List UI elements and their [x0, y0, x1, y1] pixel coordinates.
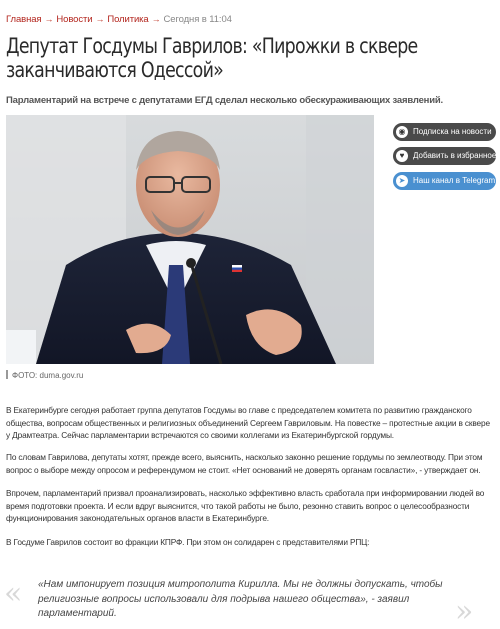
favorite-label: Добавить в избранное — [413, 151, 497, 160]
article-paragraph: В Госдуме Гаврилов состоит во фракции КПРФ. При этом он солидарен с представителями РПЦ: — [6, 537, 370, 547]
quote-close-icon: » — [455, 594, 474, 629]
photo-caption — [6, 370, 83, 380]
article-title: Депутат Госдумы Гаврилов: «Пирожки в сквере заканчиваются Одессой» — [6, 34, 418, 82]
article-quote — [0, 570, 500, 629]
telegram-label: Наш канал в Telegram — [413, 176, 496, 185]
telegram-icon: ➤ — [396, 175, 408, 187]
quote-open-icon: « — [4, 576, 23, 611]
breadcrumb-separator: → — [151, 14, 161, 24]
heart-icon: ♥ — [396, 150, 408, 162]
portrait-illustration — [6, 115, 374, 364]
breadcrumb-home[interactable]: Главная — [6, 14, 42, 25]
breadcrumb-separator: → — [95, 14, 105, 24]
photo-credit: ФОТО: duma.gov.ru — [12, 371, 84, 380]
telegram-button[interactable] — [393, 172, 496, 190]
breadcrumb-news[interactable]: Новости — [56, 14, 93, 25]
breadcrumb-politics[interactable]: Политика — [107, 14, 149, 25]
article-lead: Парламентарий на встрече с депутатами ЕГД сделал несколько обескураживающих заявлений. — [6, 95, 443, 106]
rss-icon: ◉ — [396, 126, 408, 138]
subscribe-button[interactable] — [393, 123, 496, 141]
publish-date: Сегодня в 11:04 — [163, 14, 232, 25]
article-paragraph: По словам Гаврилова, депутаты хотят, прежде всего, выяснить, насколько законно решение гордумы по землеотводу. При этом вопрос о выборе между опросом и референдумом не стоит. «Нет оснований не доверять органам госвласти», - утверждает он. — [6, 452, 483, 475]
favorite-button[interactable] — [393, 147, 496, 165]
breadcrumb — [6, 14, 232, 25]
subscribe-label: Подписка на новости — [413, 127, 492, 136]
article-photo — [6, 115, 374, 364]
caption-marker — [6, 370, 8, 379]
article-paragraph: Впрочем, парламентарий призвал проанализировать, насколько эффективно власть сработала при информировании людей во время подготовки проекта. И если вдруг выяснится, что такой работы не было, резонно ставить вопрос о целесообразности функционирования законодательных органов власти в Екатеринбурге. — [6, 488, 485, 523]
article-paragraph: В Екатеринбурге сегодня работает группа депутатов Госдумы во главе с председателем комитета по развитию гражданского общества, вопросам общественных и религиозных объединений Сергеем Гавриловым. На повестке – протестные акции в сквере у Драмтеатра. Сейчас парламентарии встречаются со своими коллегами из Екатеринбургской гордумы. — [6, 405, 490, 440]
breadcrumb-separator: → — [44, 14, 54, 24]
quote-text: «Нам импонирует позиция митрополита Кирилла. Мы не должны допускать, чтобы религиозные вопросы использовали для подрыва нашего общества», - заявил парламентарий. — [38, 579, 443, 619]
